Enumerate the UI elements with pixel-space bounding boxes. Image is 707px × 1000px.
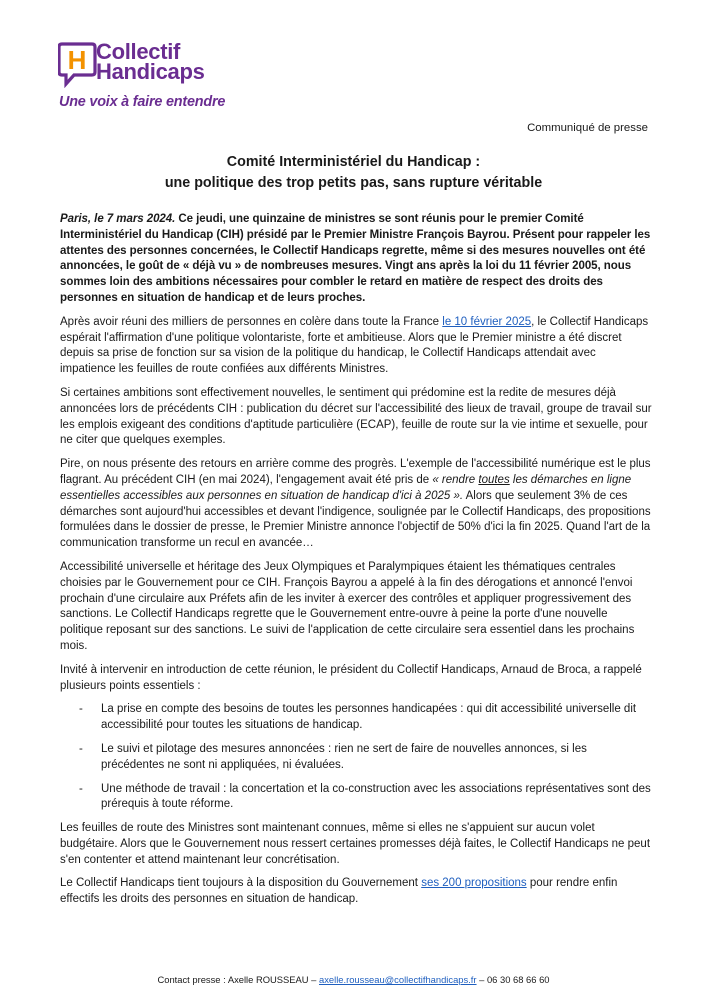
- paragraph-1: [60, 315, 652, 378]
- logo-letter: H: [67, 45, 87, 75]
- link-10-fevrier[interactable]: le 10 février 2025: [442, 315, 532, 328]
- title-line-2: une politique des trop petits pas, sans rupture véritable: [164, 175, 543, 191]
- title-line-1: Comité Interministériel du Handicap :: [226, 154, 481, 170]
- paragraph-4: Accessibilité universelle et héritage des Jeux Olympiques et Paralympiques étaient les thématiques centrales choisies par le Gouvernement pour ce CIH. François Bayrou a appelé à la fin des dérogations et annoncé l'envoi prochain d'une circulaire aux Préfets afin de les inviter à exercer des contrôles et appliquer progressivement des sanctions. Le Collectif Handicaps regrette que le Gouvernement entre-ouvre à peine la porte d'une nouvelle politique reposant sur des sanctions. Le suivi de l'application de cette circulaire sera essentiel dans les prochains mois.: [60, 560, 635, 652]
- list-item-text: La prise en compte des besoins de toutes les personnes handicapées : qui dit accessibilité universelle dit accessibilité pour toutes les situations de handicap.: [101, 703, 637, 732]
- page-title: [60, 152, 647, 194]
- brand-name: [96, 39, 205, 84]
- paragraph-3: [60, 457, 652, 552]
- brand-tagline: Une voix à faire entendre: [59, 94, 226, 110]
- paragraph-7-text-a: Le Collectif Handicaps tient toujours à la disposition du Gouvernement: [60, 877, 422, 890]
- footer-label: Contact presse : Axelle ROUSSEAU –: [157, 974, 319, 985]
- list-dash: -: [79, 703, 83, 716]
- list-item: [60, 702, 652, 734]
- paragraph-6: Les feuilles de route des Ministres sont maintenant connues, même si elles ne s'appuient sur aucun volet budgétaire. Alors que le Gouvernement nous ressert certaines promesses déjà faites, le Collectif Handicaps ne peut s'en contenter et attend maintenant leur concrétisation.: [60, 822, 651, 866]
- paragraph-2: Si certaines ambitions sont effectivement nouvelles, le sentiment qui prédomine est la redite de mesures déjà annoncées lors de précédents CIH : publication du décret sur l'accessibilité des lieux de travail, groupe de travail sur les emplois exigeant des conditions d'aptitude particulière (ECAP), feuille de route sur la vie intime et sexuelle, pour ne citer que quelques exemples.: [60, 386, 652, 447]
- dateline: Paris, le 7 mars 2024.: [60, 213, 176, 225]
- lead-paragraph: [60, 212, 652, 307]
- paragraph-7-text-b: pour rendre enfin effectifs les droits des personnes en situation de handicap.: [60, 877, 618, 906]
- lead-text: Ce jeudi, une quinzaine de ministres se sont réunis pour le premier Comité Interministériel du Handicap (CIH) présidé par le Premier Ministre François Bayrou. Présent pour rappeler les attentes des personnes concernées, le Collectif Handicaps regrette, même si des mesures nouvelles ont été annoncées, le goût de « déjà vu » de nombreuses mesures. Vingt ans après la loi du 11 février 2005, nous sommes loin des ambitions nécessaires pour combler le retard en matière de respect des droits des personnes en situation de handicap et de leurs proches.: [60, 213, 651, 304]
- paragraph-3-text-b: Alors que seulement 3% de ces démarches sont aujourd'hui accessibles et devant l'indigence, soulignée par le Collectif Handicaps, des propositions formulées dans le dossier de presse, le Premier Ministre annonce l'objectif de 50% d'ici la fin 2025. Quand l'art de la communication transforme un recul en avancée…: [60, 489, 651, 550]
- list-item-text: Une méthode de travail : la concertation et la co-construction avec les associations représentatives sont des prérequis à toute réforme.: [101, 782, 651, 811]
- quote-underlined: toutes: [478, 473, 510, 486]
- list-item-text: Le suivi et pilotage des mesures annoncées : rien ne sert de faire de nouvelles annonces, si les précédentes ne sont ni appliquées, ni évaluées.: [101, 742, 587, 771]
- list-item: [60, 742, 652, 774]
- key-points-list: [60, 702, 652, 813]
- list-dash: -: [79, 782, 83, 795]
- footer-phone: – 06 30 68 66 60: [476, 974, 550, 985]
- brand-logo: [58, 39, 258, 116]
- quote-part-b: les démarches en ligne essentielles accessibles aux personnes en situation de handicap d'ici à 2025 ».: [60, 473, 632, 502]
- list-item: [60, 782, 652, 814]
- paragraph-5: Invité à intervenir en introduction de cette réunion, le président du Collectif Handicaps, Arnaud de Broca, a rappelé plusieurs points essentiels :: [60, 663, 642, 692]
- document-body: [60, 212, 652, 916]
- brand-name-line1: Collectif: [96, 39, 181, 64]
- paragraph-1-text-a: Après avoir réuni des milliers de personnes en colère dans toute la France: [60, 315, 443, 328]
- list-dash: -: [79, 742, 83, 755]
- paragraph-3-text-a: Pire, on nous présente des retours en arrière comme des progrès. L'exemple de l'accessibilité numérique est le plus flagrant. Au précédent CIH (en mai 2024), l'engagement avait été pris de: [60, 458, 651, 486]
- paragraph-7: [60, 876, 652, 908]
- document-type: Communiqué de presse: [527, 122, 648, 134]
- link-200-propositions[interactable]: ses 200 propositions: [421, 877, 527, 890]
- paragraph-1-text-b: , le Collectif Handicaps espérait l'affirmation d'une politique volontariste, forte et ambitieuse. Alors que le Premier ministre a été discret depuis sa prise de fonction sur sa vision de la politique du handicap, le Collectif Handicaps attendait avec impatience les feuilles de route confiées aux différents Ministres.: [60, 315, 649, 376]
- contact-email-link[interactable]: axelle.rousseau@collectifhandicaps.fr: [319, 974, 477, 985]
- quote-part-a: « rendre: [432, 473, 479, 486]
- brand-name-line2: Handicaps: [96, 59, 205, 84]
- press-contact-footer: [0, 974, 707, 985]
- speech-bubble-h-icon: [58, 42, 98, 88]
